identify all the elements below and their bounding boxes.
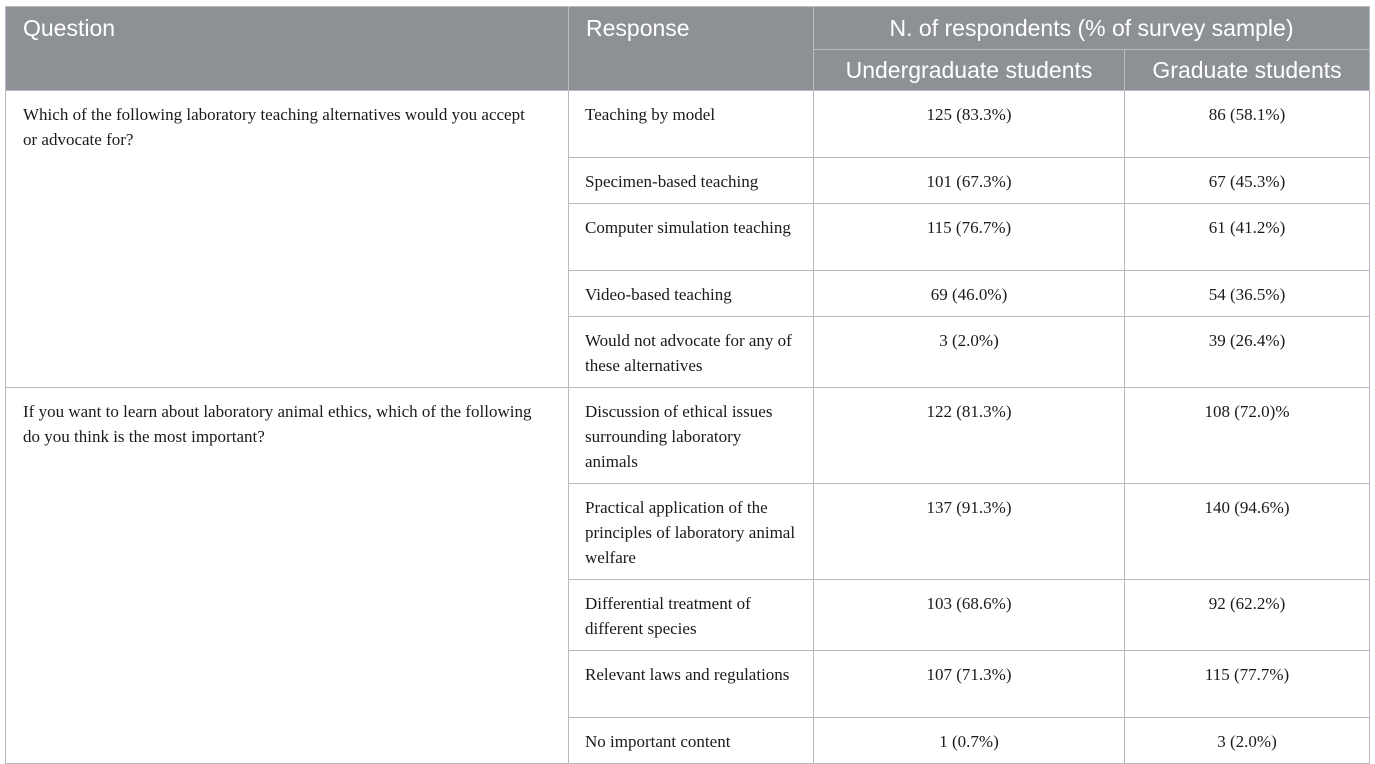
- undergraduate-cell: 137 (91.3%): [814, 484, 1125, 580]
- graduate-cell: 67 (45.3%): [1125, 158, 1370, 204]
- response-cell: Differential treatment of different species: [569, 580, 814, 651]
- graduate-cell: 3 (2.0%): [1125, 718, 1370, 764]
- graduate-cell: 108 (72.0)%: [1125, 388, 1370, 484]
- undergraduate-cell: 3 (2.0%): [814, 317, 1125, 388]
- survey-table-container: [5, 6, 1369, 764]
- survey-table: [5, 6, 1370, 764]
- undergraduate-cell: 101 (67.3%): [814, 158, 1125, 204]
- graduate-cell: 54 (36.5%): [1125, 271, 1370, 317]
- response-cell: Teaching by model: [569, 91, 814, 158]
- table-row: [6, 388, 1370, 484]
- header-graduate: Graduate students: [1125, 50, 1370, 91]
- graduate-cell: 140 (94.6%): [1125, 484, 1370, 580]
- response-cell: Computer simulation teaching: [569, 204, 814, 271]
- header-undergraduate: Undergraduate students: [814, 50, 1125, 91]
- table-body: [6, 91, 1370, 764]
- undergraduate-cell: 115 (76.7%): [814, 204, 1125, 271]
- graduate-cell: 92 (62.2%): [1125, 580, 1370, 651]
- response-cell: Specimen-based teaching: [569, 158, 814, 204]
- undergraduate-cell: 103 (68.6%): [814, 580, 1125, 651]
- graduate-cell: 115 (77.7%): [1125, 651, 1370, 718]
- header-response: Response: [569, 7, 814, 91]
- table-row: [6, 91, 1370, 158]
- question-cell: If you want to learn about laboratory animal ethics, which of the following do you think is the most important?: [6, 388, 569, 764]
- question-cell: Which of the following laboratory teaching alternatives would you accept or advocate for?: [6, 91, 569, 388]
- undergraduate-cell: 1 (0.7%): [814, 718, 1125, 764]
- undergraduate-cell: 122 (81.3%): [814, 388, 1125, 484]
- undergraduate-cell: 69 (46.0%): [814, 271, 1125, 317]
- header-respondents: N. of respondents (% of survey sample): [814, 7, 1370, 50]
- response-cell: Discussion of ethical issues surrounding laboratory animals: [569, 388, 814, 484]
- response-cell: Would not advocate for any of these alternatives: [569, 317, 814, 388]
- graduate-cell: 86 (58.1%): [1125, 91, 1370, 158]
- response-cell: Relevant laws and regulations: [569, 651, 814, 718]
- response-cell: No important content: [569, 718, 814, 764]
- header-question: Question: [6, 7, 569, 91]
- response-cell: Video-based teaching: [569, 271, 814, 317]
- undergraduate-cell: 125 (83.3%): [814, 91, 1125, 158]
- response-cell: Practical application of the principles of laboratory animal welfare: [569, 484, 814, 580]
- table-header: [6, 7, 1370, 91]
- graduate-cell: 39 (26.4%): [1125, 317, 1370, 388]
- graduate-cell: 61 (41.2%): [1125, 204, 1370, 271]
- undergraduate-cell: 107 (71.3%): [814, 651, 1125, 718]
